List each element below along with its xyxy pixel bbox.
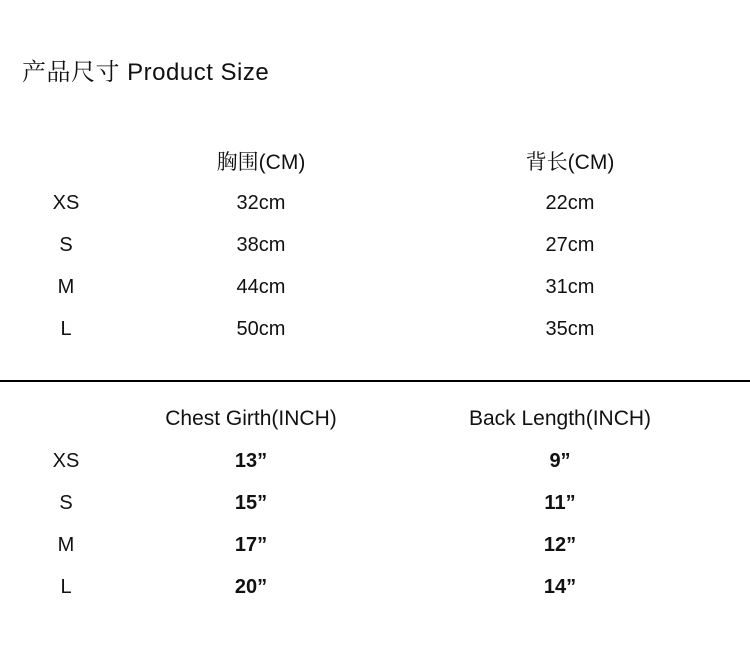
table-row — [0, 440, 750, 482]
cell-size: XS — [52, 449, 80, 472]
cell-chest: 38cm — [236, 233, 286, 256]
cell-back: 22cm — [545, 191, 595, 214]
table-row — [0, 308, 750, 350]
table-row — [0, 566, 750, 608]
cell-back: 35cm — [545, 317, 595, 340]
cell-size: S — [59, 491, 73, 514]
table-header-row — [0, 398, 750, 440]
cell-back: 11” — [544, 491, 576, 514]
column-header-chest-inch: Chest Girth(INCH) — [165, 407, 337, 430]
cell-size: L — [60, 575, 72, 598]
column-header-size — [0, 398, 132, 440]
cell-size: XS — [52, 191, 80, 214]
cell-chest: 50cm — [236, 317, 286, 340]
column-header-back-inch: Back Length(INCH) — [468, 407, 652, 430]
cell-back: 9” — [549, 449, 571, 472]
cell-back: 31cm — [545, 275, 595, 298]
table-row — [0, 524, 750, 566]
cell-size: M — [57, 275, 75, 298]
cell-size: S — [59, 233, 73, 256]
cell-back: 27cm — [545, 233, 595, 256]
column-header-back-cm: 背长(CM) — [525, 151, 615, 174]
cell-chest: 32cm — [236, 191, 286, 214]
table-row — [0, 224, 750, 266]
table-row — [0, 482, 750, 524]
cell-chest: 44cm — [236, 275, 286, 298]
size-table-inch — [0, 398, 750, 608]
cell-size: M — [57, 533, 75, 556]
cell-chest: 15” — [234, 491, 268, 514]
table-row — [0, 182, 750, 224]
column-header-size — [0, 140, 132, 182]
section-divider — [0, 380, 750, 382]
cell-back: 12” — [543, 533, 577, 556]
cell-size: L — [60, 317, 72, 340]
column-header-chest-cm: 胸围(CM) — [216, 151, 306, 174]
table-header-row — [0, 140, 750, 182]
table-row — [0, 266, 750, 308]
cell-chest: 20” — [234, 575, 268, 598]
cell-chest: 13” — [234, 449, 268, 472]
cell-chest: 17” — [234, 533, 268, 556]
size-table-cm — [0, 140, 750, 350]
page-title: 产品尺寸 Product Size — [22, 59, 270, 86]
cell-back: 14” — [543, 575, 577, 598]
